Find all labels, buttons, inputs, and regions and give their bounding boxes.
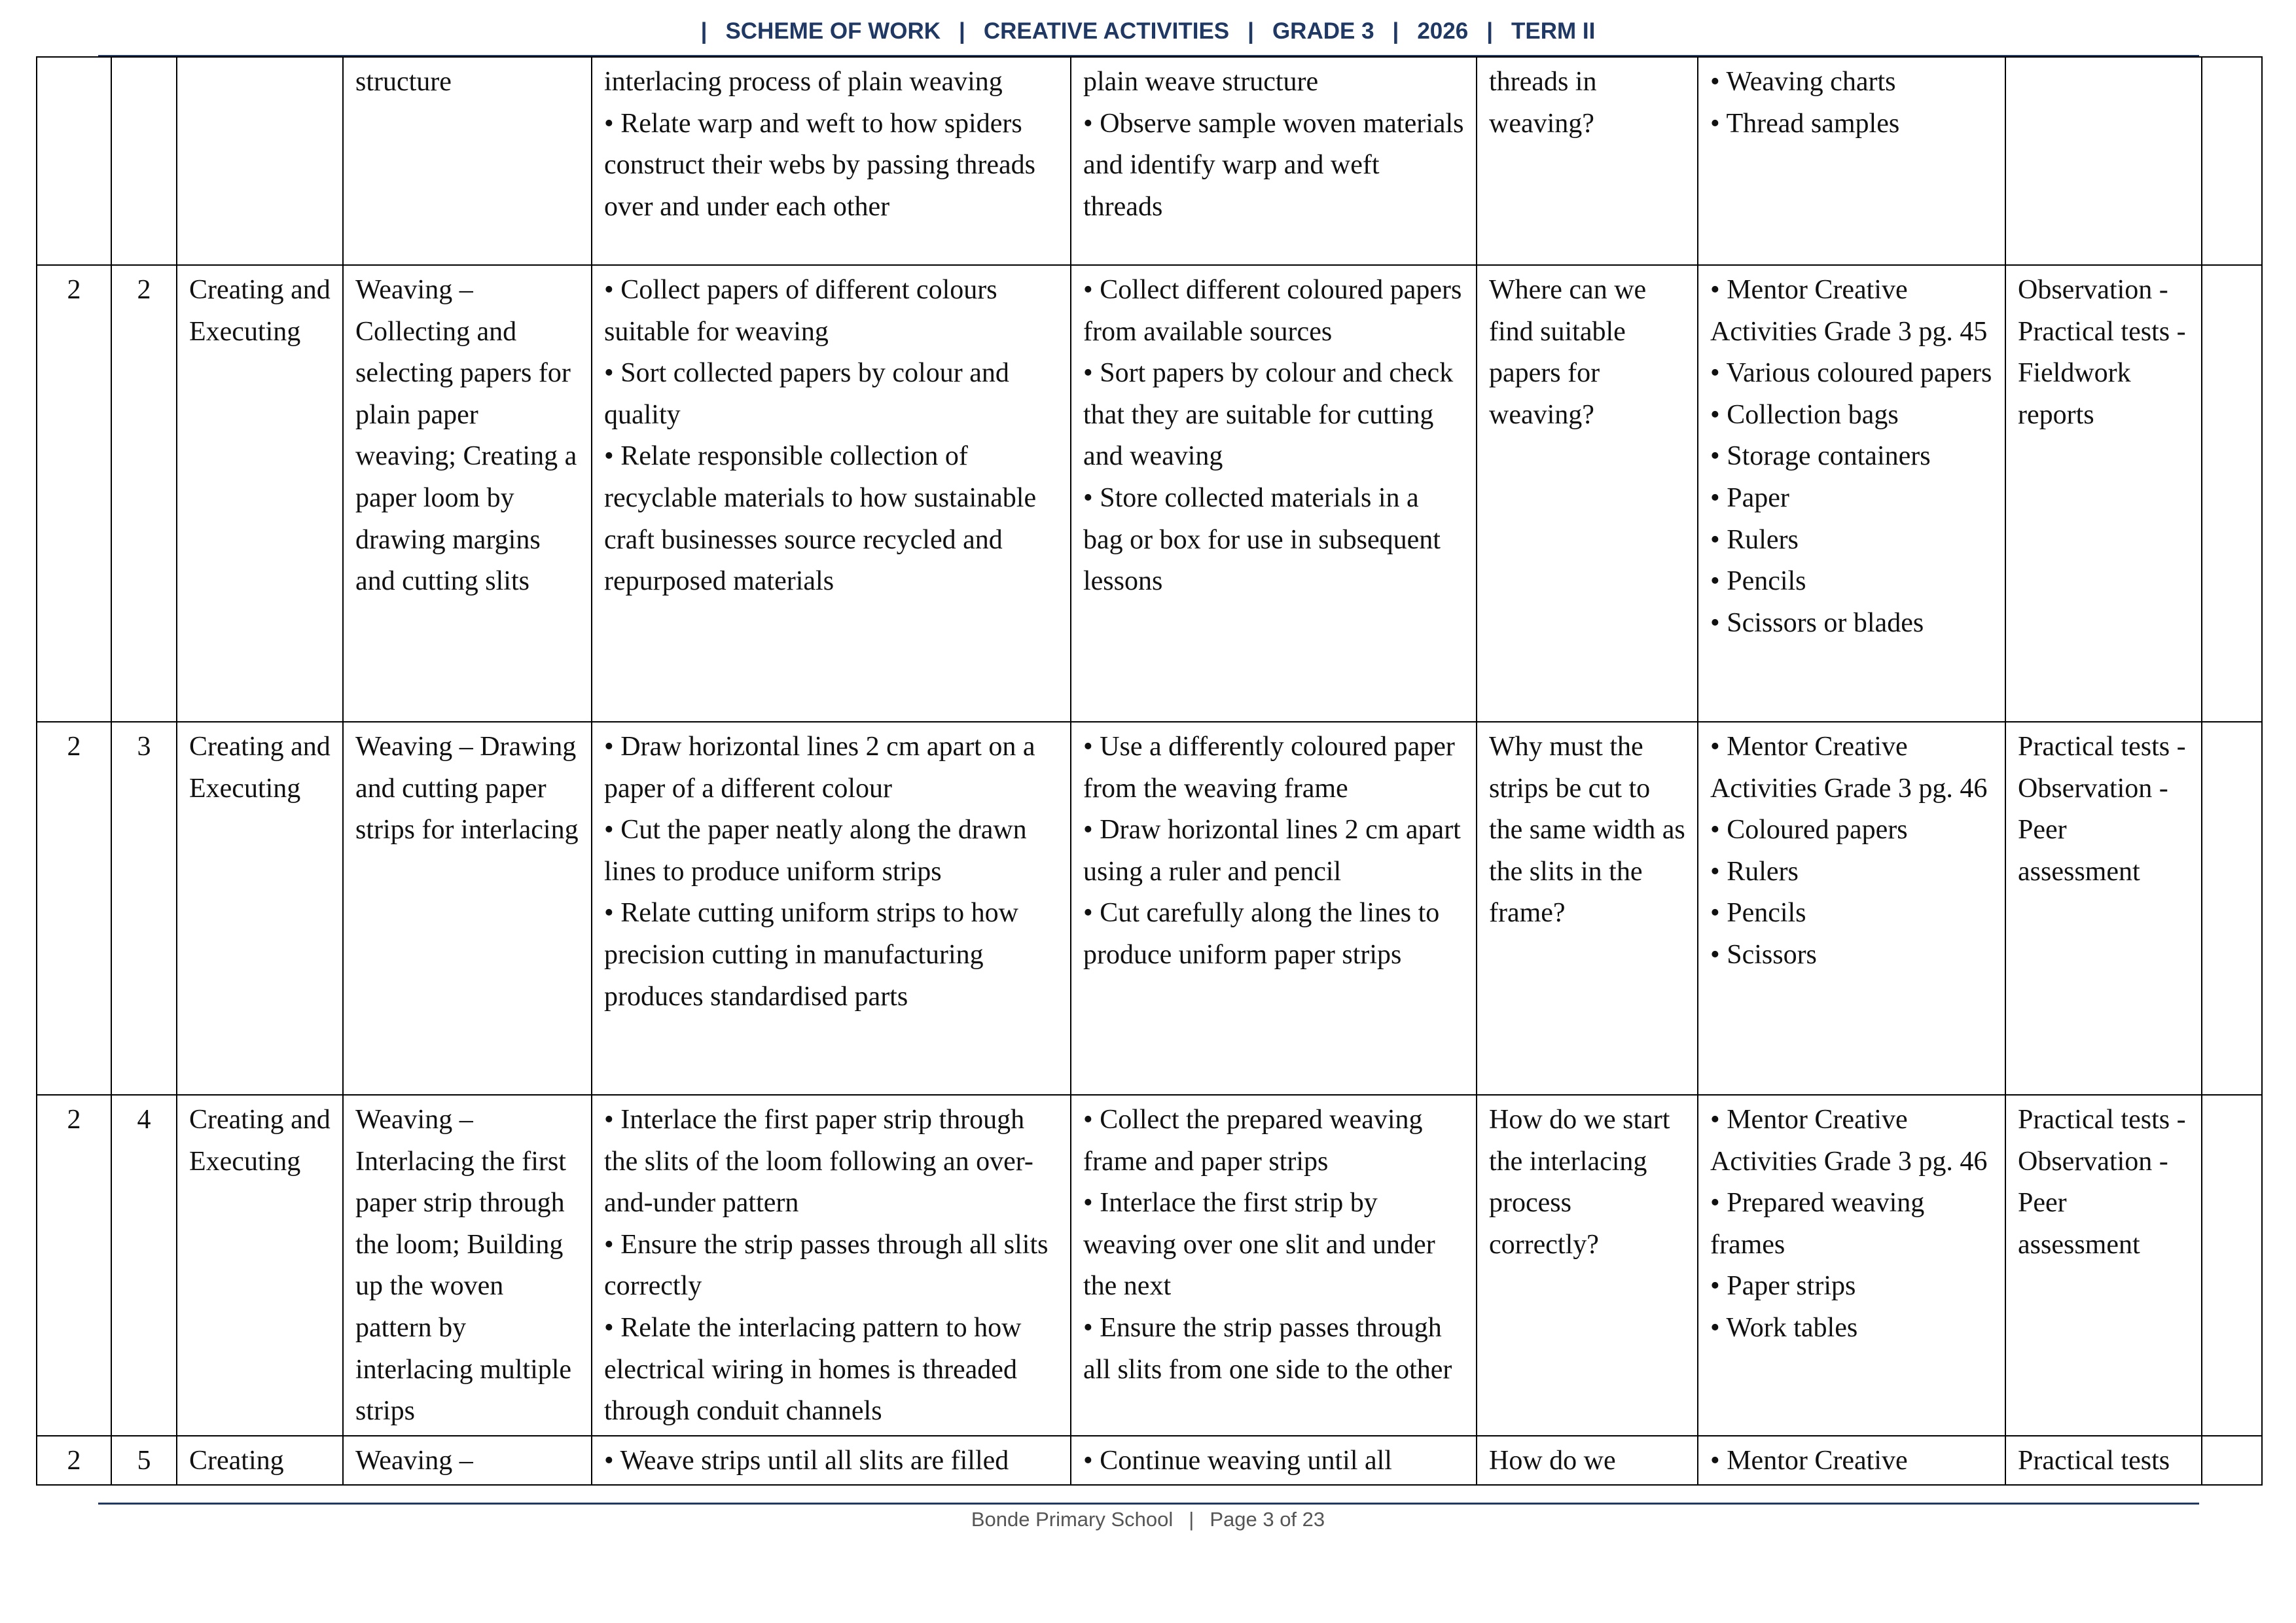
lesson-cell: [111, 57, 177, 265]
inquiry-cell: threads in weaving?: [1477, 57, 1698, 265]
experiences-cell: [1071, 722, 1477, 1095]
experience-item: • Continue weaving until all: [1083, 1445, 1392, 1476]
outcomes-cell: [592, 1436, 1071, 1486]
outcome-item: • Relate warp and weft to how spiders construct their webs by passing threads over and under each other: [604, 108, 1036, 222]
resource-item: • Scissors: [1710, 939, 1817, 970]
footer-school: Bonde Primary School: [971, 1508, 1174, 1531]
resource-item: • Mentor Creative Activities Grade 3 pg. 46: [1710, 732, 1988, 804]
inquiry-cell: Why must the strips be cut to the same width as the slits in the frame?: [1477, 722, 1698, 1095]
outcomes-cell: [592, 722, 1071, 1095]
resource-item: • Coloured papers: [1710, 815, 1908, 846]
experience-item: • Ensure the strip passes through all slits from one side to the other: [1083, 1312, 1452, 1385]
outcome-item: • Draw horizontal lines 2 cm apart on a paper of a different colour: [604, 732, 1035, 804]
header-title: SCHEME OF WORK: [725, 18, 941, 44]
resources-cell: [1698, 1436, 2005, 1486]
strand-cell: Creating: [177, 1436, 343, 1486]
reflection-cell: [2202, 1436, 2262, 1486]
table-row: [37, 722, 2262, 1095]
outcomes-cell: [592, 57, 1071, 265]
resource-item: • Rulers: [1710, 856, 1799, 887]
lesson-cell: 5: [111, 1436, 177, 1486]
experiences-cell: [1071, 265, 1477, 722]
outcomes-cell: [592, 265, 1071, 722]
assessment-cell: [2005, 57, 2202, 265]
reflection-cell: [2202, 57, 2262, 265]
resource-item: • Collection bags: [1710, 399, 1899, 430]
sub-strand-cell: Weaving – Drawing and cutting paper strips for interlacing: [343, 722, 592, 1095]
strand-cell: Creating and Executing: [177, 1095, 343, 1436]
resource-item: • Mentor Creative Activities Grade 3 pg. 46: [1710, 1105, 1988, 1177]
week-cell: 2: [37, 1436, 111, 1486]
assessment-cell: Practical tests - Observation - Peer assessment: [2005, 722, 2202, 1095]
lesson-cell: 2: [111, 265, 177, 722]
reflection-cell: [2202, 722, 2262, 1095]
page-footer: [0, 1508, 2296, 1531]
inquiry-cell: Where can we find suitable papers for weaving?: [1477, 265, 1698, 722]
experience-item: • Use a differently coloured paper from the weaving frame: [1083, 732, 1455, 804]
week-cell: [37, 57, 111, 265]
outcome-item: • Sort collected papers by colour and quality: [604, 358, 1009, 430]
table-row: [37, 1095, 2262, 1436]
resource-item: • Scissors or blades: [1710, 607, 1924, 638]
assessment-cell: Practical tests: [2005, 1436, 2202, 1486]
table-row: [37, 1436, 2262, 1486]
lesson-cell: 3: [111, 722, 177, 1095]
header-divider: |: [1486, 18, 1494, 44]
resources-cell: [1698, 265, 2005, 722]
sub-strand-cell: structure: [343, 57, 592, 265]
experience-item: plain weave structure: [1083, 67, 1319, 97]
resource-item: • Prepared weaving frames: [1710, 1188, 1925, 1260]
outcome-item: • Relate cutting uniform strips to how precision cutting in manufacturing produces standardised parts: [604, 898, 1018, 1012]
inquiry-cell: How do we: [1477, 1436, 1698, 1486]
header-divider: |: [700, 18, 708, 44]
resource-item: • Paper strips: [1710, 1271, 1856, 1302]
header-divider: |: [959, 18, 965, 44]
resource-item: • Mentor Creative: [1710, 1445, 1908, 1476]
outcome-item: • Ensure the strip passes through all slits correctly: [604, 1229, 1049, 1302]
experience-item: • Collect the prepared weaving frame and paper strips: [1083, 1105, 1423, 1177]
resource-item: • Storage containers: [1710, 441, 1931, 472]
lesson-cell: 4: [111, 1095, 177, 1436]
outcome-item: • Weave strips until all slits are filled: [604, 1445, 1009, 1476]
experience-item: • Store collected materials in a bag or box for use in subsequent lessons: [1083, 482, 1441, 597]
header-year: 2026: [1417, 18, 1469, 44]
outcome-item: • Interlace the first paper strip through the slits of the loom following an over-and-under pattern: [604, 1105, 1033, 1219]
table-row: [37, 265, 2262, 722]
resources-cell: [1698, 57, 2005, 265]
assessment-cell: Practical tests - Observation - Peer assessment: [2005, 1095, 2202, 1436]
table-row: [37, 57, 2262, 265]
strand-cell: Creating and Executing: [177, 722, 343, 1095]
experience-item: • Observe sample woven materials and identify warp and weft threads: [1083, 108, 1464, 222]
experience-item: • Sort papers by colour and check that they are suitable for cutting and weaving: [1083, 358, 1454, 472]
resource-item: • Pencils: [1710, 898, 1806, 929]
footer-page-number: Page 3 of 23: [1210, 1508, 1325, 1531]
outcome-item: • Relate the interlacing pattern to how electrical wiring in homes is threaded through conduit channels: [604, 1312, 1022, 1427]
experience-item: • Interlace the first strip by weaving over one slit and under the next: [1083, 1188, 1435, 1302]
resources-cell: [1698, 722, 2005, 1095]
header-term: TERM II: [1511, 18, 1596, 44]
strand-cell: [177, 57, 343, 265]
experience-item: • Draw horizontal lines 2 cm apart using a ruler and pencil: [1083, 815, 1461, 887]
experiences-cell: [1071, 1095, 1477, 1436]
sub-strand-cell: Weaving – Interlacing the first paper strip through the loom; Building up the woven pattern by interlacing multiple strips: [343, 1095, 592, 1436]
inquiry-cell: How do we start the interlacing process correctly?: [1477, 1095, 1698, 1436]
reflection-cell: [2202, 1095, 2262, 1436]
reflection-cell: [2202, 265, 2262, 722]
footer-rule: [98, 1503, 2199, 1505]
resource-item: • Thread samples: [1710, 108, 1900, 139]
scheme-of-work-table: [36, 56, 2263, 1486]
week-cell: 2: [37, 265, 111, 722]
resource-item: • Mentor Creative Activities Grade 3 pg. 45: [1710, 275, 1988, 347]
assessment-cell: Observation - Practical tests - Fieldwork reports: [2005, 265, 2202, 722]
header-grade: GRADE 3: [1272, 18, 1374, 44]
experience-item: • Cut carefully along the lines to produce uniform paper strips: [1083, 898, 1440, 970]
header-divider: |: [1247, 18, 1254, 44]
outcome-item: • Relate responsible collection of recyclable materials to how sustainable craft businesses source recycled and repurposed materials: [604, 441, 1037, 597]
header-subject: CREATIVE ACTIVITIES: [983, 18, 1230, 44]
header-divider: |: [1392, 18, 1399, 44]
outcome-item: • Collect papers of different colours suitable for weaving: [604, 275, 997, 347]
outcomes-cell: [592, 1095, 1071, 1436]
experiences-cell: [1071, 1436, 1477, 1486]
outcome-item: interlacing process of plain weaving: [604, 67, 1003, 97]
page-header: [0, 18, 2296, 45]
resources-cell: [1698, 1095, 2005, 1436]
sub-strand-cell: Weaving – Collecting and selecting papers for plain paper weaving; Creating a paper loom by drawing margins and cutting slits: [343, 265, 592, 722]
resource-item: • Paper: [1710, 482, 1789, 513]
resource-item: • Rulers: [1710, 524, 1799, 555]
strand-cell: Creating and Executing: [177, 265, 343, 722]
week-cell: 2: [37, 722, 111, 1095]
resource-item: • Pencils: [1710, 566, 1806, 597]
resource-item: • Weaving charts: [1710, 67, 1896, 97]
week-cell: 2: [37, 1095, 111, 1436]
experiences-cell: [1071, 57, 1477, 265]
experience-item: • Collect different coloured papers from available sources: [1083, 275, 1462, 347]
sub-strand-cell: Weaving –: [343, 1436, 592, 1486]
resource-item: • Work tables: [1710, 1312, 1858, 1343]
resource-item: • Various coloured papers: [1710, 358, 1992, 389]
outcome-item: • Cut the paper neatly along the drawn lines to produce uniform strips: [604, 815, 1027, 887]
footer-divider: |: [1189, 1508, 1194, 1531]
